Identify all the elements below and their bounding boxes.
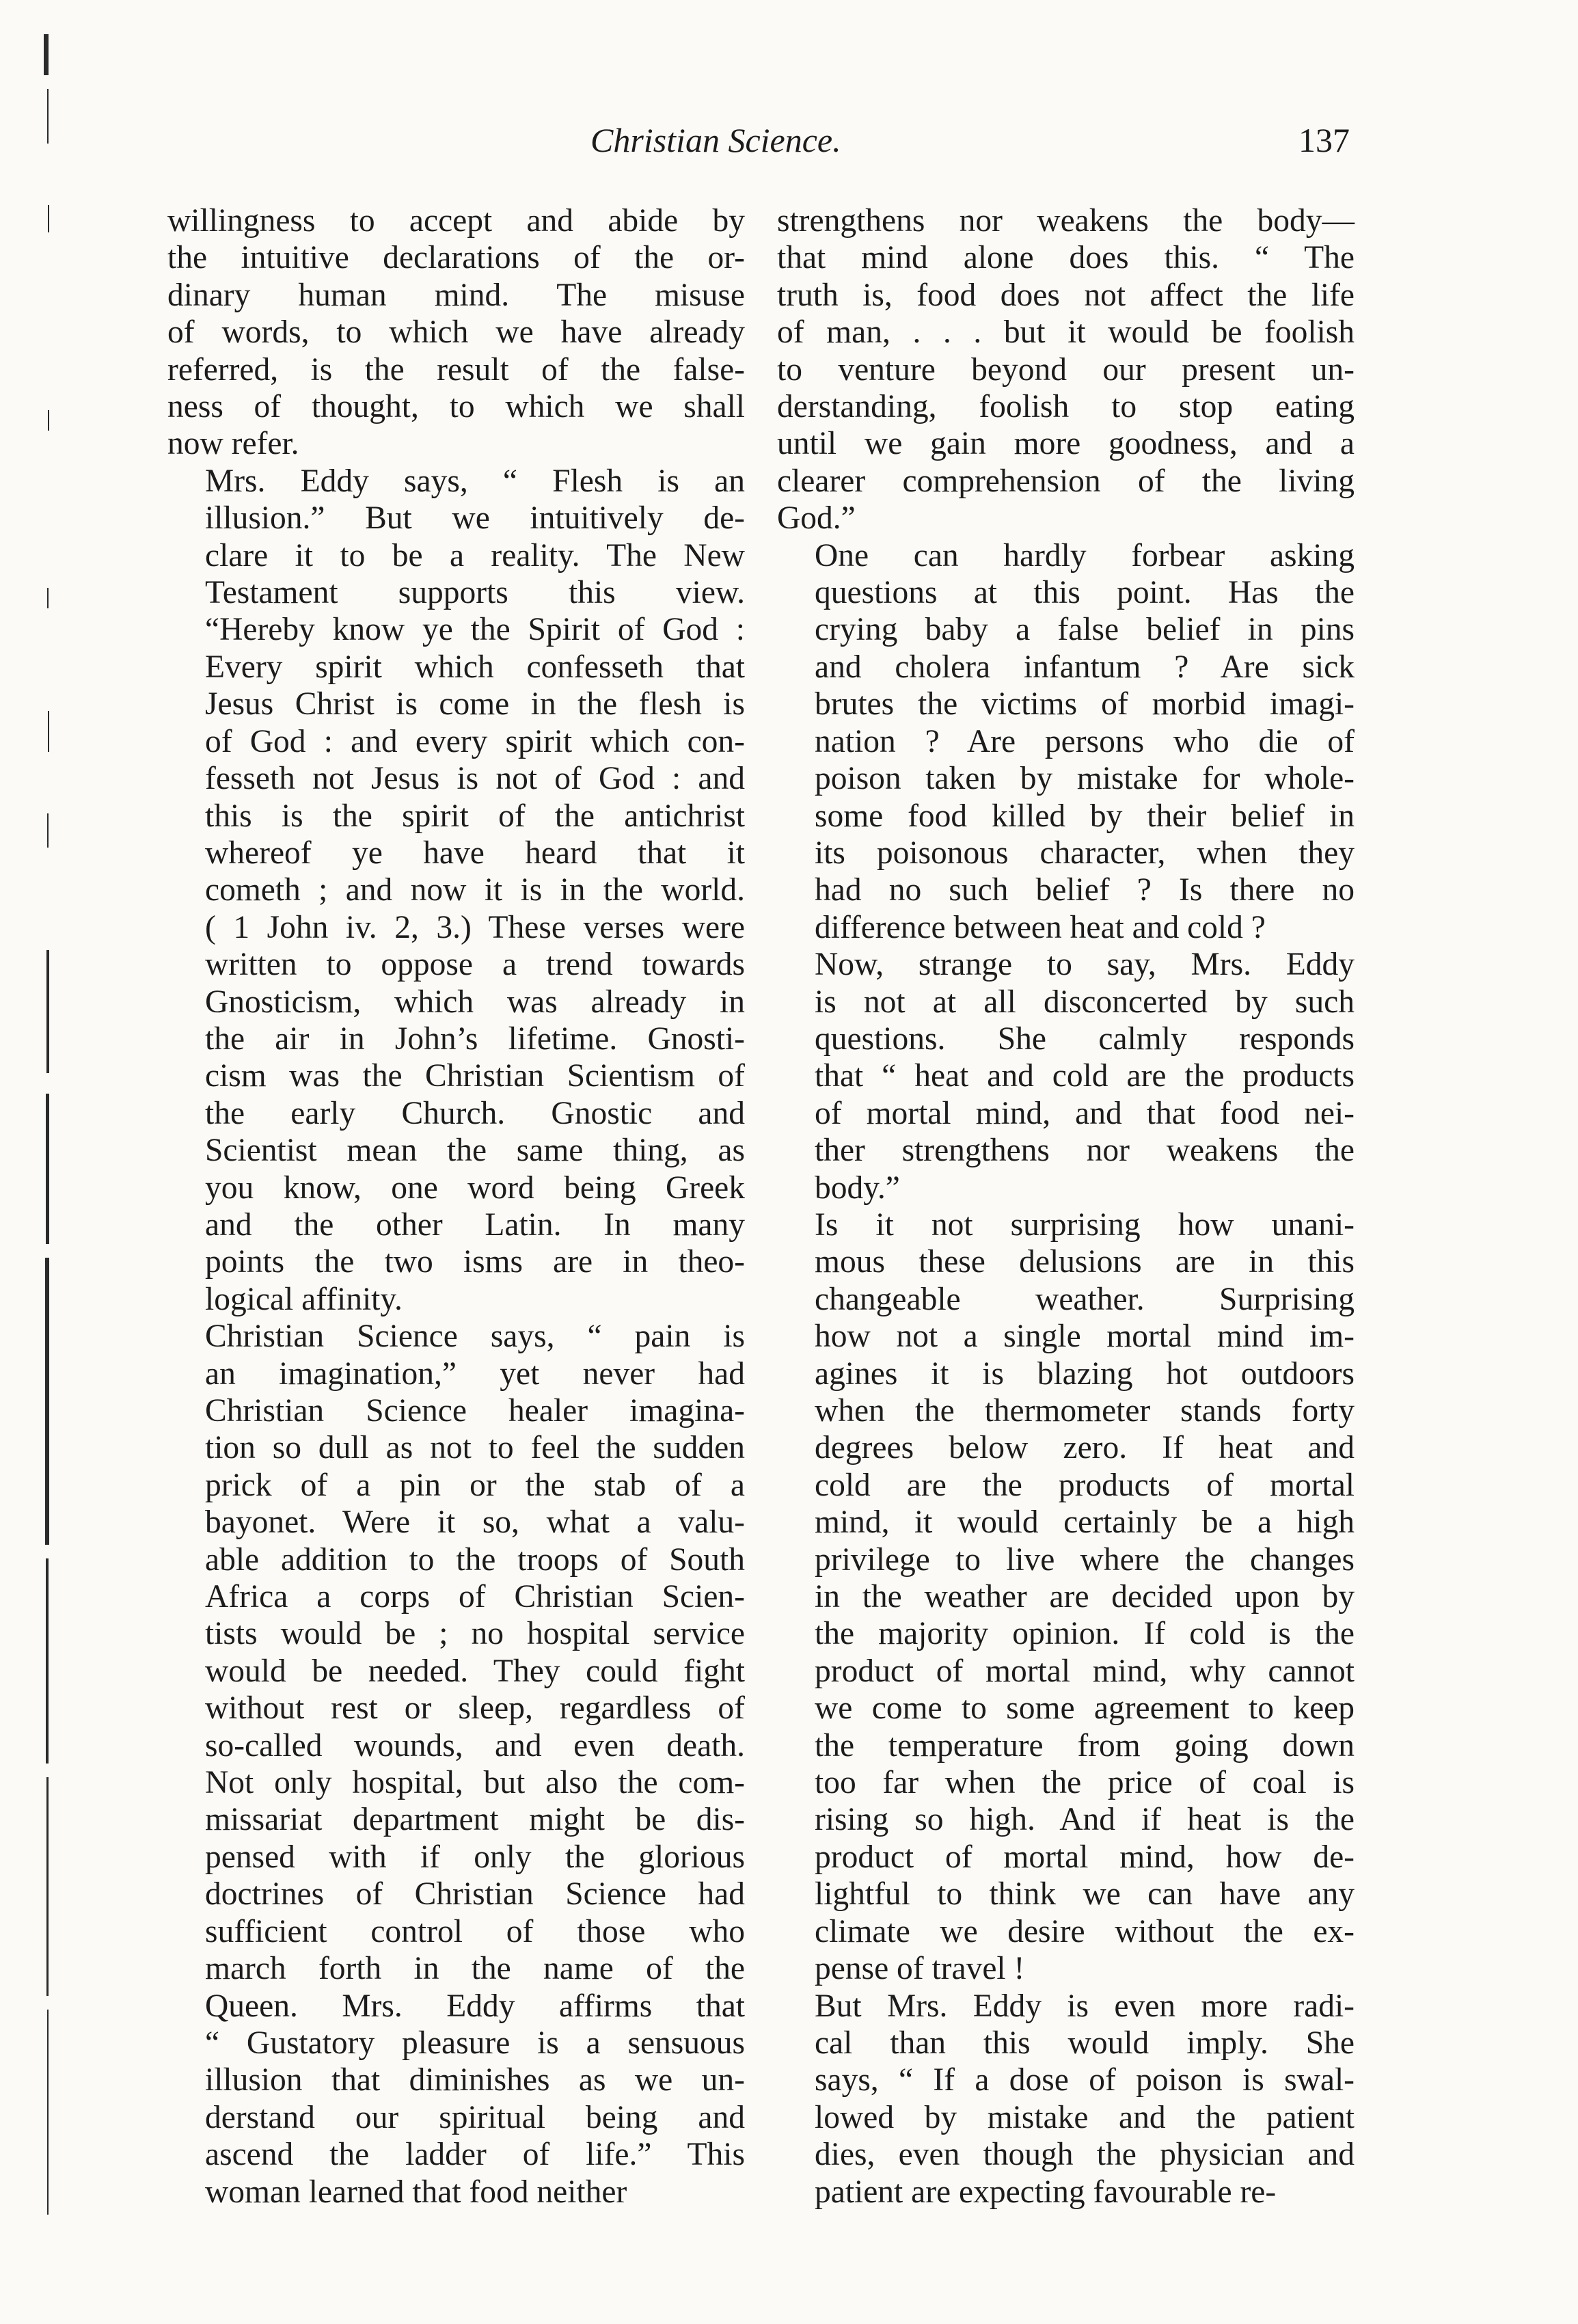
text-line: its poisonous character, when they bbox=[815, 835, 1355, 871]
text-line: product of mortal mind, how de- bbox=[815, 1839, 1355, 1875]
text-line: whereof ye have heard that it bbox=[205, 835, 745, 871]
text-line: nation ? Are persons who die of bbox=[815, 723, 1355, 759]
text-line: “Hereby know ye the Spirit of God : bbox=[205, 612, 745, 648]
text-line: able addition to the troops of South bbox=[205, 1541, 745, 1578]
text-line: mous these delusions are in this bbox=[815, 1244, 1355, 1280]
text-line: rising so high. And if heat is the bbox=[815, 1802, 1355, 1838]
text-line: Jesus Christ is come in the flesh is bbox=[205, 686, 745, 722]
right-column bbox=[777, 202, 1355, 2211]
text-line: mind, it would certainly be a high bbox=[815, 1504, 1355, 1541]
text-line: illusion.” But we intuitively de- bbox=[205, 500, 745, 537]
text-line: cometh ; and now it is in the world. bbox=[205, 872, 745, 908]
text-line: that mind alone does this. “ The bbox=[777, 240, 1355, 276]
text-line: illusion that diminishes as we un- bbox=[205, 2062, 745, 2098]
text-line: One can hardly forbear asking bbox=[815, 537, 1355, 573]
text-line: without rest or sleep, regardless of bbox=[205, 1690, 745, 1727]
text-line: and the other Latin. In many bbox=[205, 1206, 745, 1243]
page-number: 137 bbox=[1298, 121, 1350, 159]
text-line: derstanding, foolish to stop eating bbox=[777, 389, 1355, 425]
text-line: that “ heat and cold are the products bbox=[815, 1058, 1355, 1094]
text-line: the early Church. Gnostic and bbox=[205, 1095, 745, 1131]
paragraph bbox=[167, 202, 745, 463]
text-line: Mrs. Eddy says, “ Flesh is an bbox=[205, 463, 745, 499]
paragraph bbox=[167, 1318, 745, 2211]
text-line: climate we desire without the ex- bbox=[815, 1913, 1355, 1949]
text-line: pensed with if only the glorious bbox=[205, 1839, 745, 1875]
text-line: of man, . . . but it would be foolish bbox=[777, 314, 1355, 351]
text-line: derstand our spiritual being and bbox=[205, 2099, 745, 2135]
text-line: patient are expecting favourable re- bbox=[815, 2174, 1277, 2210]
text-line: God.” bbox=[777, 500, 856, 537]
text-line: Africa a corps of Christian Scien- bbox=[205, 1579, 745, 1615]
text-line: Every spirit which confesseth that bbox=[205, 649, 745, 685]
text-line: ther strengthens nor weakens the bbox=[815, 1133, 1355, 1169]
text-line: says, “ If a dose of poison is swal- bbox=[815, 2062, 1355, 2098]
text-line: body.” bbox=[815, 1170, 900, 1206]
text-line: cism was the Christian Scientism of bbox=[205, 1058, 745, 1094]
text-line: poison taken by mistake for whole- bbox=[815, 761, 1355, 797]
text-line: fesseth not Jesus is not of God : and bbox=[205, 761, 745, 797]
text-line: Christian Science healer imagina- bbox=[205, 1393, 745, 1429]
text-line: you know, one word being Greek bbox=[205, 1170, 745, 1206]
text-line: lowed by mistake and the patient bbox=[815, 2099, 1355, 2135]
text-line: of mortal mind, and that food nei- bbox=[815, 1095, 1355, 1131]
text-line: points the two isms are in theo- bbox=[205, 1244, 745, 1280]
running-title: Christian Science. bbox=[590, 121, 841, 159]
paragraph bbox=[777, 1988, 1355, 2211]
left-column bbox=[167, 202, 745, 2211]
text-line: cold are the products of mortal bbox=[815, 1467, 1355, 1503]
paragraph bbox=[777, 202, 1355, 537]
text-line: lightful to think we can have any bbox=[815, 1876, 1355, 1913]
text-line: dies, even though the physician and bbox=[815, 2137, 1355, 2173]
running-header bbox=[0, 120, 1578, 175]
text-line: missariat department might be dis- bbox=[205, 1802, 745, 1838]
text-line: But Mrs. Eddy is even more radi- bbox=[815, 1988, 1355, 2024]
text-line: would be needed. They could fight bbox=[205, 1653, 745, 1689]
text-line: willingness to accept and abide by bbox=[167, 203, 745, 239]
text-line: changeable weather. Surprising bbox=[815, 1281, 1355, 1317]
text-line: in the weather are decided upon by bbox=[815, 1579, 1355, 1615]
text-line: the intuitive declarations of the or- bbox=[167, 240, 745, 276]
text-line: bayonet. Were it so, what a valu- bbox=[205, 1504, 745, 1541]
paragraph bbox=[777, 946, 1355, 1206]
text-line: clearer comprehension of the living bbox=[777, 463, 1355, 499]
text-line: Scientist mean the same thing, as bbox=[205, 1133, 745, 1169]
text-line: ( 1 John iv. 2, 3.) These verses were bbox=[205, 909, 745, 945]
text-line: ascend the ladder of life.” This bbox=[205, 2137, 745, 2173]
text-line: Is it not surprising how unani- bbox=[815, 1206, 1355, 1243]
text-line: difference between heat and cold ? bbox=[815, 909, 1266, 945]
paragraph bbox=[777, 1206, 1355, 1988]
text-line: to venture beyond our present un- bbox=[777, 351, 1355, 388]
text-line: so-called wounds, and even death. bbox=[205, 1727, 745, 1764]
text-line: the majority opinion. If cold is the bbox=[815, 1616, 1355, 1652]
text-line: doctrines of Christian Science had bbox=[205, 1876, 745, 1913]
text-line: cal than this would imply. She bbox=[815, 2025, 1355, 2061]
text-line: questions at this point. Has the bbox=[815, 575, 1355, 611]
text-line: logical affinity. bbox=[205, 1281, 403, 1317]
text-line: Gnosticism, which was already in bbox=[205, 984, 745, 1020]
text-line: and cholera infantum ? Are sick bbox=[815, 649, 1355, 685]
text-line: some food killed by their belief in bbox=[815, 798, 1355, 834]
text-line: brutes the victims of morbid imagi- bbox=[815, 686, 1355, 722]
paragraph bbox=[167, 463, 745, 1318]
text-line: Christian Science says, “ pain is bbox=[205, 1319, 745, 1355]
text-line: ness of thought, to which we shall bbox=[167, 389, 745, 425]
text-line: this is the spirit of the antichrist bbox=[205, 798, 745, 834]
text-line: referred, is the result of the false- bbox=[167, 351, 745, 388]
text-line: now refer. bbox=[167, 426, 299, 462]
text-line: how not a single mortal mind im- bbox=[815, 1319, 1355, 1355]
text-line: an imagination,” yet never had bbox=[205, 1355, 745, 1392]
text-line: dinary human mind. The misuse bbox=[167, 277, 745, 313]
text-line: privilege to live where the changes bbox=[815, 1541, 1355, 1578]
text-line: written to oppose a trend towards bbox=[205, 947, 745, 983]
text-line: when the thermometer stands forty bbox=[815, 1393, 1355, 1429]
text-line: prick of a pin or the stab of a bbox=[205, 1467, 745, 1503]
text-line: march forth in the name of the bbox=[205, 1951, 745, 1987]
text-line: “ Gustatory pleasure is a sensuous bbox=[205, 2025, 745, 2061]
text-line: the air in John’s lifetime. Gnosti- bbox=[205, 1021, 745, 1057]
text-line: Testament supports this view. bbox=[205, 575, 745, 611]
text-line: Queen. Mrs. Eddy affirms that bbox=[205, 1988, 745, 2024]
text-line: crying baby a false belief in pins bbox=[815, 612, 1355, 648]
text-line: is not at all disconcerted by such bbox=[815, 984, 1355, 1020]
text-line: clare it to be a reality. The New bbox=[205, 537, 745, 573]
text-line: truth is, food does not affect the life bbox=[777, 277, 1355, 313]
text-line: the temperature from going down bbox=[815, 1727, 1355, 1764]
text-line: tists would be ; no hospital service bbox=[205, 1616, 745, 1652]
text-line: Now, strange to say, Mrs. Eddy bbox=[815, 947, 1355, 983]
paragraph bbox=[777, 537, 1355, 946]
text-line: until we gain more goodness, and a bbox=[777, 426, 1355, 462]
text-line: degrees below zero. If heat and bbox=[815, 1430, 1355, 1466]
text-line: agines it is blazing hot outdoors bbox=[815, 1355, 1355, 1392]
text-line: of God : and every spirit which con- bbox=[205, 723, 745, 759]
text-line: we come to some agreement to keep bbox=[815, 1690, 1355, 1727]
text-line: strengthens nor weakens the body— bbox=[777, 203, 1355, 239]
text-line: had no such belief ? Is there no bbox=[815, 872, 1355, 908]
text-line: sufficient control of those who bbox=[205, 1913, 745, 1949]
scan-binding-edge bbox=[41, 27, 56, 2297]
text-line: Not only hospital, but also the com- bbox=[205, 1765, 745, 1801]
text-line: product of mortal mind, why cannot bbox=[815, 1653, 1355, 1689]
text-line: pense of travel ! bbox=[815, 1951, 1025, 1987]
text-line: of words, to which we have already bbox=[167, 314, 745, 351]
text-line: woman learned that food neither bbox=[205, 2174, 627, 2210]
text-line: too far when the price of coal is bbox=[815, 1765, 1355, 1801]
text-line: questions. She calmly responds bbox=[815, 1021, 1355, 1057]
text-line: tion so dull as not to feel the sudden bbox=[205, 1430, 745, 1466]
